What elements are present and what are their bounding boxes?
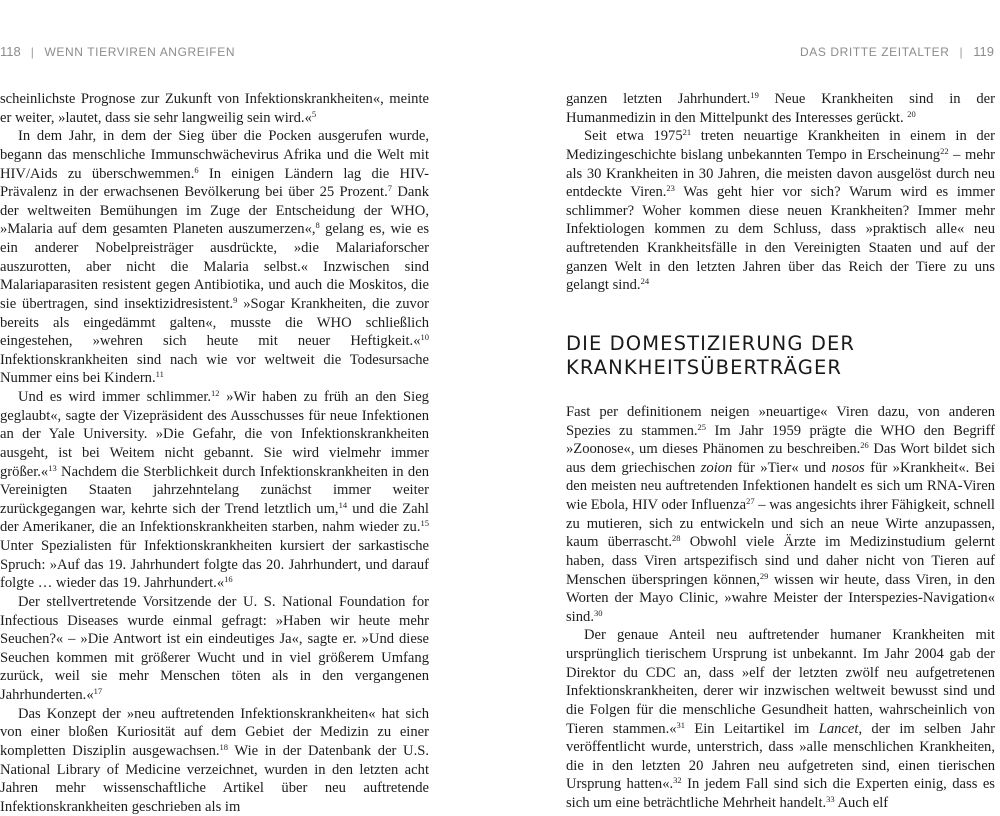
running-title-left: WENN TIERVIREN ANGREIFEN — [44, 45, 236, 59]
paragraph: scheinlichste Prognose zur Zukunft von Infektionskrankheiten«, meinte er weiter, »lautet, dass sie sehr langweilig sein wird.«$^5$ — [0, 91, 429, 126]
footnote-ref: 6 — [194, 164, 199, 175]
running-head-left — [0, 44, 235, 59]
footnote-ref: 33 — [826, 794, 835, 804]
paragraph: Und es wird immer schlimmer.$^{12}$ »Wir haben zu früh an den Sieg geglaubt«, sagte der Vizepräsident des Ausschusses für neue Infektionen an der Yale University. »Die Gefahr, die von Infektionskrankheiten ausgeht, ist bei Weitem nicht gebannt. Sie wird vielmehr immer größer.«$^{13}$ Nachdem die Sterblichkeit durch Infektionskrankheiten in den Vereinigten Staaten jahrzehntelang zunächst immer weiter zurückgegangen war, kehrte sich der Trend letztlich um,$^{14}$ und die Zahl der Amerikaner, die an Infektionskrankheiten starben, nahm wieder zu.$^{15}$ Unter Spezialisten für Infektionskrankheiten kursiert der sarkastische Spruch: »Auf das 19. Jahrhundert folgte das 20. Jahrhundert, und darauf folgte … wieder das 19. Jahrhundert.«$^{16}$ — [0, 388, 429, 592]
paragraph: Der genaue Anteil neu auftretender humaner Krankheiten mit ursprünglich tierischem Ursprung ist unbekannt. Im Jahr 2004 gab der Direktor du CDC an, dass »elf der letzten zwölf neu aufgetretenen Infektionskrankheiten, derer wir inzwischen weltweit bewusst sind und die Folgen für die menschliche Gesundheit hatten, wahrscheinlich von Tieren stammen.«$^{31}$ Ein Leitartikel im Lancet, der im selben Jahr veröffentlicht wurde, unterstrich, dass »alle menschlichen Krankheiten, die in den letzten 20 Jahren neu aufgetreten sind, einen tierischen Ursprung hatten«.$^{32}$ In jedem Fall sind sich die Experten einig, dass es sich um eine beträchtliche Mehrheit handelt.$^{33}$ Auch elf — [566, 627, 995, 811]
footnote-ref: 9 — [233, 294, 238, 305]
paragraph: Der stellvertretende Vorsitzende der U. S. National Foundation for Infectious Diseases wurde einmal gefragt: »Haben wir heute mehr Seuchen?« – »Die Antwort ist ein eindeutiges Ja«, sagte er. »Und diese Seuchen kommen mit größerer Wucht und in viel größerem Umfang zurück, weil sie mehr Menschen töten als in den vergangenen Jahrhunderten.«$^{17}$ — [0, 593, 429, 703]
paragraph: Fast per definitionem neigen »neuartige« Viren dazu, von anderen Spezies zu stammen.$^{25}$ Im Jahr 1959 prägte die WHO den Begriff »Zoonose«, um dieses Phänomen zu beschreiben.$^{26}$ Das Wort bildet sich aus dem griechischen zoion für »Tier« und nosos für »Krankheit«. Bei den meisten neu auftretenden Infektionen handelt es sich um RNA-Viren wie Ebola, HIV oder Influenza$^{27}$ – was angesichts ihrer Fähigkeit, schnell zu mutieren, sich zu entwickeln und sich an neue Wirte anzupassen, kaum überrascht.$^{28}$ Obwohl viele Ärzte im Medizinstudium gelernt haben, dass Viren artspezifisch sind und daher nicht von Tieren auf Menschen überspringen können,$^{29}$ wissen wir heute, dass Viren, in den Worten der Mayo Clinic, »wahre Meister der Interspezies-Navigation« sind.$^{30}$ — [566, 403, 995, 625]
page-number-left: 118 — [0, 44, 21, 59]
footnote-ref: 29 — [759, 570, 769, 581]
italic-term: Lancet — [818, 720, 859, 737]
footnote-ref: 7 — [387, 183, 393, 194]
footnote-ref: 24 — [640, 276, 650, 287]
footnote-ref: 15 — [420, 518, 429, 529]
footnote-ref: 26 — [860, 440, 869, 451]
page-number-right: 119 — [973, 44, 994, 59]
footnote-ref: 11 — [155, 369, 164, 380]
italic-term: zoion — [700, 459, 733, 476]
footnote-ref: 12 — [211, 388, 220, 398]
footnote-ref: 30 — [593, 607, 603, 618]
footnote-ref: 25 — [697, 421, 707, 432]
footnote-ref: 8 — [315, 220, 320, 231]
footnote-ref: 10 — [420, 332, 429, 343]
paragraph: Seit etwa 1975$^{21}$ treten neuartige Krankheiten in einem in der Medizingeschichte bislang unbekannten Tempo in Erscheinung$^{22}$ – mehr als 30 Krankheiten in 30 Jahren, die meisten davon ausgelöst durch neu entdeckte Viren.$^{23}$ Was geht hier vor sich? Warum wird es immer schlimmer? Woher kommen diese neuen Krankheiten? Immer mehr Infektiologen kommen zu dem Schluss, dass »praktisch alle« neu auftretenden Krankheitsfälle in den Vereinigten Staaten und auf der ganzen Welt in den letzten Jahren über das Reich der Tiere zu uns gelangt sind.$^{24}$ — [566, 127, 995, 294]
footnote-ref: 27 — [746, 496, 755, 506]
left-page-text-column — [0, 90, 429, 816]
header-separator: | — [30, 45, 35, 59]
footnote-ref: 28 — [672, 533, 681, 544]
right-page-text-column — [566, 90, 995, 813]
footnote-ref: 22 — [940, 145, 949, 156]
section-heading-line: DIE DOMESTIZIERUNG DER — [566, 331, 856, 355]
paragraph: Das Konzept der »neu auftretenden Infektionskrankheiten« hat sich von einer bloßen Kuriosität auf dem Gebiet der Medizin zu einer kompletten Disziplin ausgewachsen.$^{18}$ Wie in der Datenbank der U.S. National Library of Medicine verzeichnet, wurden in den letzten acht Jahren mehr wissenschaftliche Artikel über neu auftretende Infektionskrankheiten geschrieben als im — [0, 705, 429, 815]
footnote-ref: 32 — [673, 775, 682, 786]
paragraph: ganzen letzten Jahrhundert.$^{19}$ Neue Krankheiten sind in der Humanmedizin in den Mittelpunkt des Interesses gerückt. $^{20}$ — [566, 90, 995, 126]
running-title-right: DAS DRITTE ZEITALTER — [799, 45, 950, 59]
italic-term: nosos — [831, 459, 865, 476]
footnote-ref: 20 — [907, 108, 916, 119]
footnote-ref: 31 — [676, 719, 686, 730]
footnote-ref: 13 — [48, 462, 57, 473]
section-heading-line: KRANKHEITSÜBERTRÄGER — [566, 356, 843, 380]
paragraph: In dem Jahr, in dem der Sieg über die Pocken ausgerufen wurde, begann das menschliche Immunschwächevirus Afrika und die Welt mit HIV/Aids zu überschwemmen.$^6$ In einigen Ländern lag die HIV-Prävalenz in der erwachsenen Bevölkerung bei über 25 Prozent.$^7$ Dank der weltweiten Bemühungen im Zuge der Entscheidung der WHO, »Malaria auf dem gesamten Planeten auszumerzen«,$^8$ gelang es, wie es ein anderer Nobelpreisträger ausdrückte, »die Malariaforscher auszurotten, aber nicht die Malaria selbst.« Inzwischen sind Malariaparasiten resistent gegen Antibiotika, und auch die Moskitos, die sie übertragen, sind insektizidresistent.$^9$ »Sogar Krankheiten, die zuvor bereits als eingedämmt galten«, musste die WHO schließlich eingestehen, »wehren sich heute mit neuer Heftigkeit.«$^{10}$ Infektionskrankheiten sind nach wie vor weltweit die Todesursache Nummer eins bei Kindern.$^{11}$ — [0, 128, 430, 387]
footnote-ref: 16 — [224, 574, 233, 585]
footnote-ref: 21 — [682, 127, 692, 138]
header-separator: | — [959, 45, 964, 59]
running-head-right — [800, 44, 994, 59]
footnote-ref: 19 — [750, 90, 759, 100]
footnote-ref: 18 — [219, 741, 229, 752]
footnote-ref: 17 — [93, 686, 103, 696]
footnote-ref: 14 — [338, 499, 348, 510]
footnote-ref: 23 — [666, 183, 675, 194]
section-heading — [566, 332, 995, 381]
footnote-ref: 5 — [311, 108, 317, 119]
